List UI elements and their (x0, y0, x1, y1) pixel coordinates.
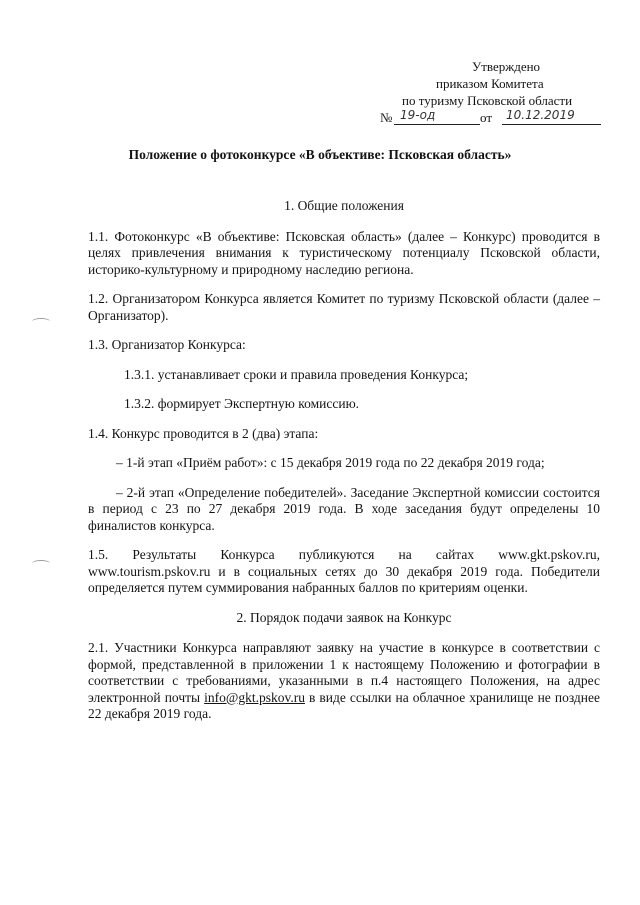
stage-1-item: – 1-й этап «Приём работ»: с 15 декабря 2019 года по 22 декабря 2019 года; (116, 455, 545, 470)
approval-line-1: Утверждено (472, 59, 541, 74)
paragraph-2-1-text-start: 2.1. Участники Конкурса направляют заявку на участие в конкурсе в соответствии с формой, представленной в приложении 1 к настоящему Положению и фотографии в соответствии с требованиями, указанными в п.4 настоящего Положения, на адрес электронной почты (88, 640, 600, 705)
email-link[interactable]: info@gkt.pskov.ru (204, 689, 305, 705)
paragraph-1-3-2: 1.3.2. формирует Экспертную комиссию. (124, 396, 360, 411)
paragraph-1-3-1: 1.3.1. устанавливает сроки и правила проведения Конкурса; (124, 366, 469, 382)
margin-hole-mark-bottom (32, 560, 50, 567)
section-1-heading: 1. Общие положения (284, 198, 404, 213)
paragraph-2-1-text-end: в виде ссылки на облачное хранилище не позднее 22 декабря 2019 года. (88, 689, 600, 721)
order-date: 10.12.2019 (502, 107, 601, 125)
document-body (88, 198, 600, 736)
approval-stamp (380, 58, 610, 127)
paragraph-1-3: 1.3. Организатор Конкурса: (88, 337, 246, 352)
approval-line-2: приказом Комитета (436, 76, 544, 91)
stage-2-item: – 2-й этап «Определение победителей». Заседание Экспертной комиссии состоится в период с 23 по 27 декабря 2019 года. В ходе заседания будут определены 10 финалистов конкурса. (88, 484, 600, 533)
order-number-line (380, 109, 610, 127)
paragraph-1-1: 1.1. Фотоконкурс «В объективе: Псковская область» (далее – Конкурс) проводится в целях привлечения внимания к туристическому потенциалу Псковской области, историко-культурному и природному наследию региона. (88, 228, 600, 277)
paragraph-1-2: 1.2. Организатором Конкурса является Комитет по туризму Псковской области (далее – Организатор). (88, 291, 600, 323)
margin-hole-mark-top (32, 318, 50, 325)
number-symbol: № (380, 110, 393, 125)
paragraph-1-4: 1.4. Конкурс проводится в 2 (два) этапа: (88, 425, 319, 441)
from-label: от (480, 110, 493, 125)
paragraph-2-1 (88, 640, 600, 723)
approval-line-3: по туризму Псковской области (402, 93, 573, 108)
order-number: 19-од (394, 107, 480, 125)
section-2-heading: 2. Порядок подачи заявок на Конкурс (236, 609, 452, 625)
document-title: Положение о фотоконкурсе «В объективе: Псковская область» (128, 147, 512, 162)
paragraph-1-5: 1.5. Результаты Конкурса публикуются на сайтах www.gkt.pskov.ru, www.tourism.pskov.ru и в социальных сетях до 30 декабря 2019 года. Победители определяется путем суммирования набранных баллов по критериям оценки. (88, 547, 600, 595)
